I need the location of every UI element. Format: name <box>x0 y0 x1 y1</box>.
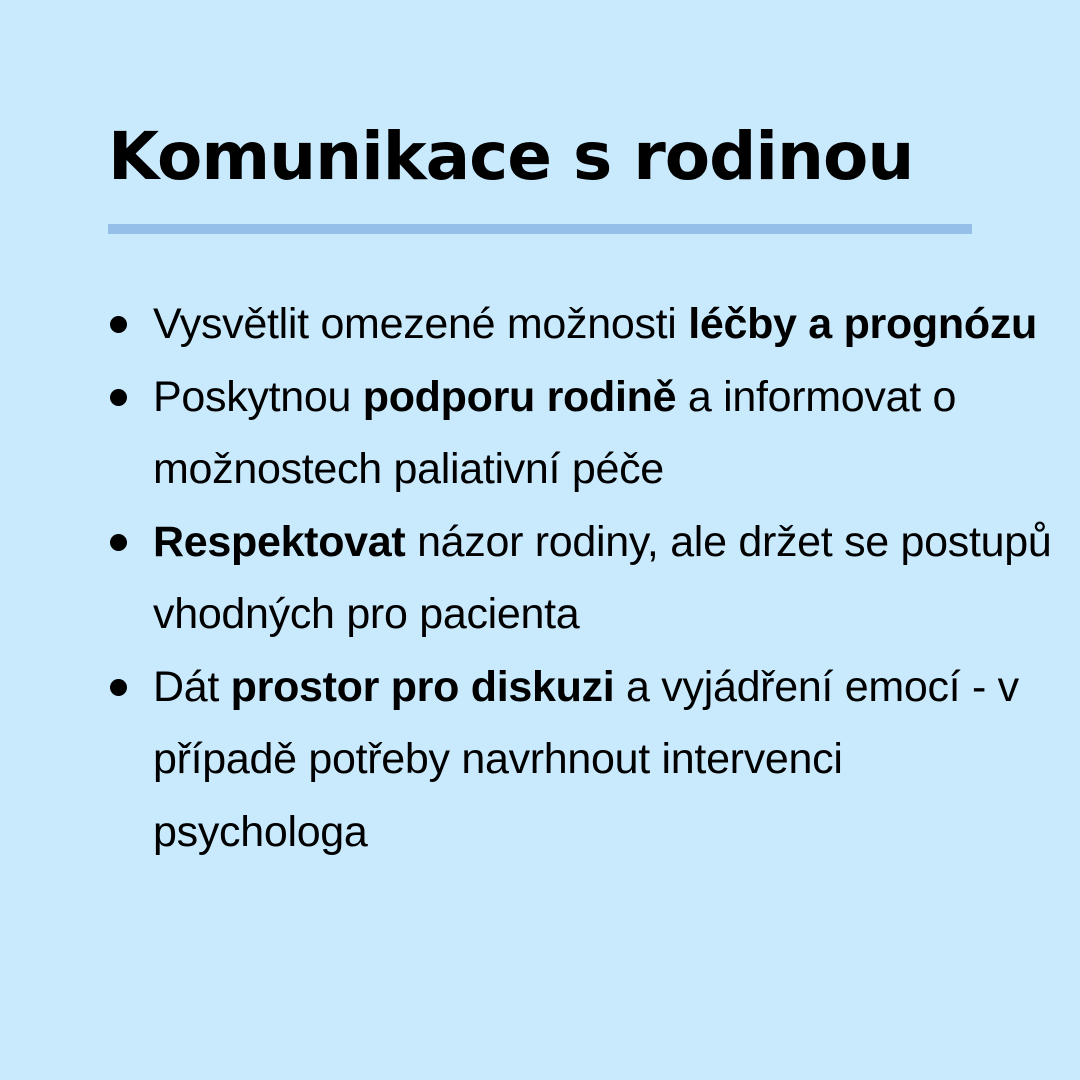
bullet-segment: Dát <box>153 662 231 711</box>
bullet-segment-bold: podporu rodině <box>362 372 677 421</box>
bullet-list <box>108 288 1058 868</box>
bullet-segment: Poskytnou <box>153 372 363 421</box>
bullet-segment: názor rodiny, ale držet se postupů vhodných pro pacienta <box>153 517 1052 638</box>
bullet-dot-icon <box>110 534 127 551</box>
bullet-dot-icon <box>110 679 127 696</box>
bullet-segment-bold: léčby a prognózu <box>688 300 1037 348</box>
bullet-item <box>108 506 1058 651</box>
bullet-segment: Vysvětlit omezené možnosti <box>153 300 689 348</box>
bullet-item <box>108 361 1058 506</box>
bullet-text <box>153 373 956 494</box>
title-divider <box>108 224 972 234</box>
bullet-segment-bold: prostor pro diskuzi <box>230 662 615 711</box>
bullet-segment: a informovat o možnostech paliativní péče <box>153 372 957 493</box>
bullet-text <box>153 518 1051 639</box>
bullet-text <box>153 663 1019 856</box>
bullet-item <box>108 288 1058 361</box>
bullet-item <box>108 651 1058 869</box>
bullet-dot-icon <box>110 316 127 333</box>
bullet-dot-icon <box>110 389 127 406</box>
bullet-segment: a vyjádření emocí - v případě potřeby navrhnout intervenci psychologa <box>153 662 1019 856</box>
slide-title: Komunikace s rodinou <box>108 118 914 195</box>
bullet-segment-bold: Respektovat <box>153 517 406 566</box>
bullet-text <box>153 300 1037 348</box>
